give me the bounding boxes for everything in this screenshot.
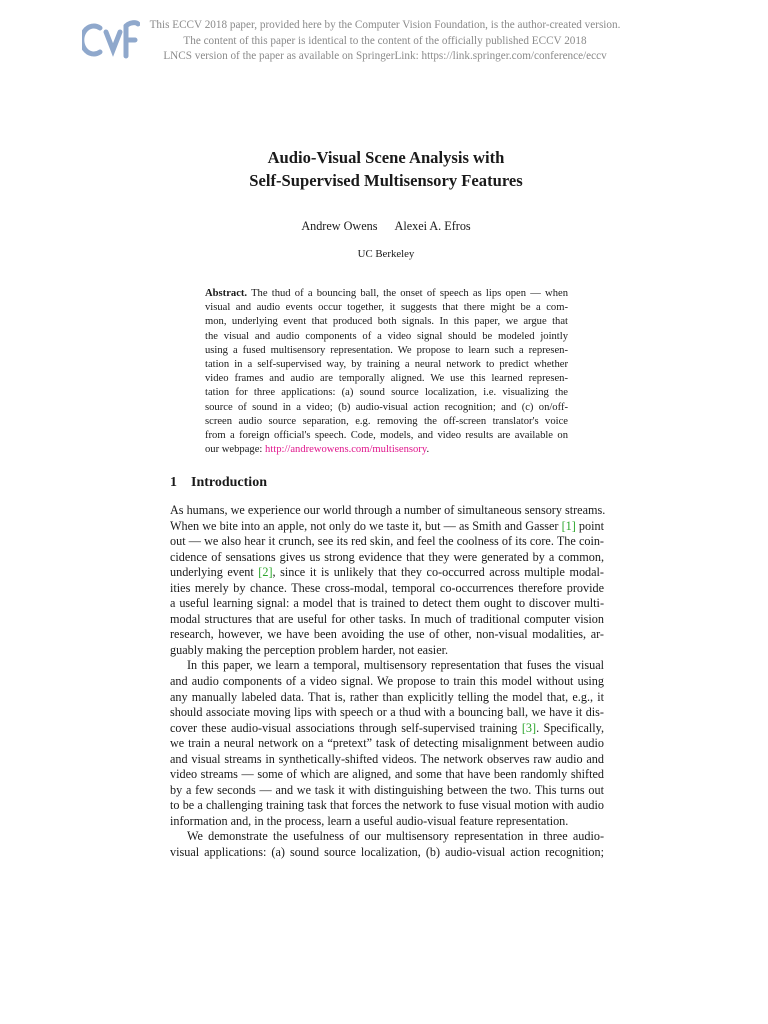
author-list xyxy=(170,218,602,234)
body-line: ities merely by chance. These cross-modal, temporal co-occurrences therefore provide xyxy=(170,580,604,595)
abstract-line: tation in a self-supervised way, by training a neural network to predict whether xyxy=(205,358,568,370)
abstract-line: screen audio source separation, e.g. removing the off-screen translator's voice xyxy=(205,415,568,427)
abstract-text: our webpage: xyxy=(205,444,266,456)
abstract-line: tation for three applications: (a) sound source localization, i.e. visualizing the xyxy=(205,387,568,399)
abstract-line: visual and audio events occur together, it suggests that there might be a com- xyxy=(205,302,568,314)
body-text-span: point xyxy=(575,518,604,533)
body-line: we train a neural network on a “pretext” task of detecting misalignment between audio xyxy=(170,736,604,751)
body-text-span: cover these audio-visual associations through self-supervised training xyxy=(170,720,522,735)
body-text-span: , since it is unlikely that they co-occurred across multiple modal- xyxy=(272,565,604,580)
body-line: guably making the perception problem harder, not easier. xyxy=(170,642,449,657)
section-heading xyxy=(170,474,267,492)
paper-title-line: Self-Supervised Multisensory Features xyxy=(249,171,523,190)
body-line: should associate moving lips with speech or a thud with a bouncing ball, we have it dis- xyxy=(170,705,604,720)
body-line xyxy=(170,565,604,581)
body-line xyxy=(170,519,604,535)
body-line: visual applications: (a) sound source localization, (b) audio-visual action recognition; xyxy=(170,845,604,860)
abstract-text: The thud of a bouncing ball, the onset of speech as lips open — when xyxy=(251,288,568,299)
body-line: out — we also hear it crunch, see its red skin, and feel the coolness of its core. The coin- xyxy=(170,534,604,549)
webpage-link[interactable]: http://andrewowens.com/multisensory xyxy=(265,444,427,456)
section-title: Introduction xyxy=(191,475,267,490)
header-notice-line: The content of this paper is identical to the content of the officially published ECCV 2018 xyxy=(183,34,587,47)
abstract-text: . xyxy=(426,444,430,456)
body-line: research, however, we have been avoiding the use of other, non-visual modalities, ar- xyxy=(170,627,604,642)
section-number: 1 xyxy=(170,475,177,490)
author-name: Andrew Owens xyxy=(301,219,378,233)
body-line: and audio components of a video signal. We propose to train this model without using xyxy=(170,674,604,689)
header-notice-line: This ECCV 2018 paper, provided here by the Computer Vision Foundation, is the author-created version. xyxy=(149,19,621,31)
body-line: a useful learning signal: a model that is trained to detect them ought to discover multi- xyxy=(170,596,604,611)
paper-title-line: Audio-Visual Scene Analysis with xyxy=(267,148,505,167)
abstract-line: from a foreign official's speech. Code, models, and video results are available on xyxy=(205,429,568,441)
body-line xyxy=(170,721,604,737)
body-line: and visual streams in synthetically-shifted videos. The network observes raw audio and xyxy=(170,751,604,766)
abstract-label: Abstract. xyxy=(205,288,248,299)
citation-link[interactable]: [2] xyxy=(258,565,273,580)
body-line: any manually labeled data. That is, rather than explicitly telling the model that, e.g., it xyxy=(170,689,604,704)
abstract-line: the visual and audio components of a video signal should be modeled jointly xyxy=(205,330,568,342)
author-name: Alexei A. Efros xyxy=(394,219,471,233)
body-line: In this paper, we learn a temporal, multisensory representation that fuses the visual xyxy=(187,658,604,673)
body-line: modal structures that are useful for other tasks. In much of traditional computer vision xyxy=(170,611,604,626)
abstract-line: source of sound in a video; (b) audio-visual action recognition; and (c) on/off- xyxy=(205,401,568,413)
abstract-line xyxy=(205,287,568,301)
header-notice-line: LNCS version of the paper as available on SpringerLink: https://link.springer.com/conference/eccv xyxy=(163,50,607,62)
body-text-span: . Specifically, xyxy=(536,720,604,735)
body-line: We demonstrate the usefulness of our multisensory representation in three audio- xyxy=(187,829,604,844)
body-line: information and, in the process, learn a useful audio-visual feature representation. xyxy=(170,813,569,828)
body-line: by a few seconds — and we task it with distinguishing between the two. This turns out xyxy=(170,782,604,797)
body-text xyxy=(170,503,604,861)
paper-title xyxy=(170,146,602,192)
citation-link[interactable]: [1] xyxy=(561,518,576,533)
citation-link[interactable]: [3] xyxy=(521,720,537,735)
header-notice xyxy=(140,18,630,65)
affiliation: UC Berkeley xyxy=(357,248,415,260)
body-line: As humans, we experience our world through a number of simultaneous sensory streams. xyxy=(170,503,606,517)
abstract xyxy=(205,287,568,457)
abstract-line: mon, underlying event that produced both signals. In this paper, we argue that xyxy=(205,316,568,328)
body-line: cidence of sensations gives us strong evidence that they were generated by a common, xyxy=(170,549,604,564)
cvf-logo xyxy=(82,20,140,60)
body-line: video streams — some of which are aligned, and some that have been randomly shifted xyxy=(170,767,604,782)
abstract-line: video frames and audio are temporally aligned. We use this learned represen- xyxy=(205,373,568,385)
body-line: to be a challenging training task that forces the network to fuse visual motion with audio xyxy=(170,798,604,813)
body-text-span: underlying event xyxy=(170,565,259,580)
body-text-span: When we bite into an apple, not only do we taste it, but — as Smith and Gasser xyxy=(170,518,562,533)
abstract-line: using a fused multisensory representation. We propose to learn such a represen- xyxy=(205,344,568,356)
abstract-line xyxy=(205,443,568,457)
